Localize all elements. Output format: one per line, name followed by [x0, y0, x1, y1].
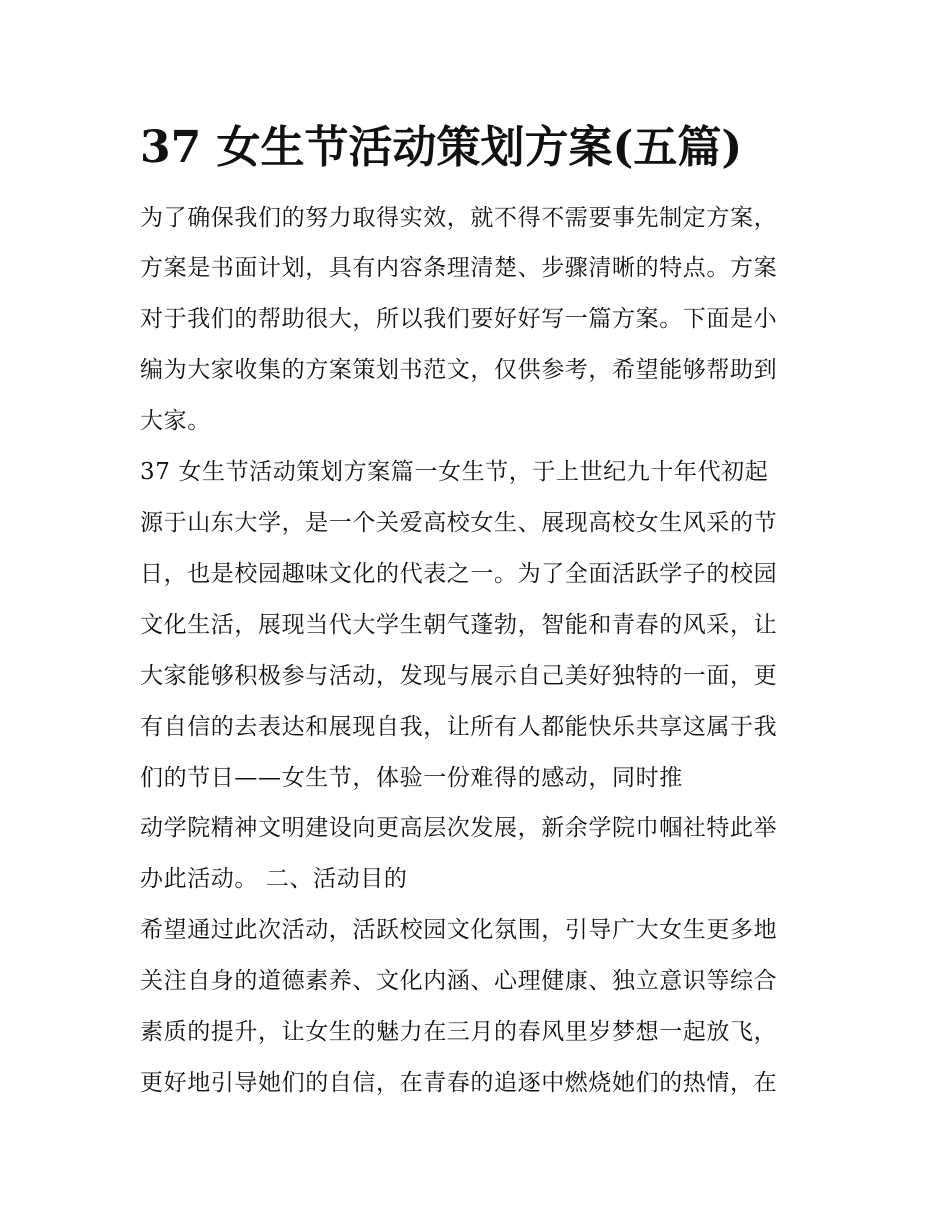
paragraph-line: 素质的提升，让女生的魅力在三月的春风里岁梦想一起放飞， [140, 1019, 778, 1045]
document-title: 37 女生节活动策划方案(五篇) [140, 122, 743, 173]
paragraph-line: 方案是书面计划，具有内容条理清楚、步骤清晰的特点。方案 [140, 255, 778, 281]
paragraph-line: 文化生活，展现当代大学生朝气蓬勃，智能和青春的风采，让 [140, 612, 778, 638]
paragraph-line: 希望通过此次活动，活跃校园文化氛围，引导广大女生更多地 [140, 917, 778, 943]
paragraph-line: 对于我们的帮助很大，所以我们要好好写一篇方案。下面是小 [140, 306, 778, 332]
paragraph-line: 编为大家收集的方案策划书范文，仅供参考，希望能够帮助到 [140, 357, 778, 383]
paragraph-line: 更好地引导她们的自信，在青春的追逐中燃烧她们的热情，在 [140, 1070, 778, 1096]
paragraph-line: 37 女生节活动策划方案篇一女生节，于上世纪九十年代初起 [140, 459, 769, 485]
paragraph-line: 为了确保我们的努力取得实效，就不得不需要事先制定方案， [140, 205, 778, 231]
paragraph-line: 大家。 [140, 408, 211, 434]
paragraph-line: 办此活动。 二、活动目的 [140, 866, 408, 892]
paragraph-line: 关注自身的道德素养、文化内涵、心理健康、独立意识等综合 [140, 968, 778, 994]
paragraph-line: 们的节日——女生节，体验一份难得的感动，同时推 [140, 765, 683, 791]
paragraph-line: 动学院精神文明建设向更高层次发展，新余学院巾帼社特此举 [140, 815, 778, 841]
paragraph-line: 大家能够积极参与活动，发现与展示自己美好独特的一面，更 [140, 663, 778, 689]
paragraph-line: 日，也是校园趣味文化的代表之一。为了全面活跃学子的校园 [140, 561, 778, 587]
paragraph-line: 源于山东大学，是一个关爱高校女生、展现高校女生风采的节 [140, 510, 778, 536]
paragraph-line: 有自信的去表达和展现自我，让所有人都能快乐共享这属于我 [140, 714, 778, 740]
